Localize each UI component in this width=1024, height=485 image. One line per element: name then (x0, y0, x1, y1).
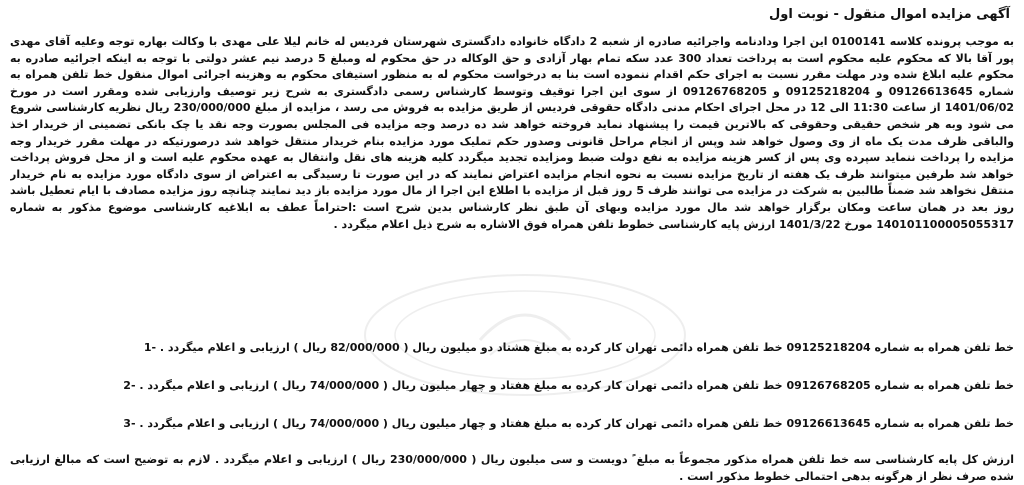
phone-line-item-3: خط تلفن همراه به شماره 09126613645 خط تلفن همراه دائمی تهران کار کرده به مبلغ هفتاد و چهار میلیون ریال ( 74/000/000 ریال ) ارزیابی و اعلام میگردد . -3 (123, 417, 1014, 430)
notice-title: آگهی مزایده اموال منقول - نوبت اول (769, 7, 1010, 22)
notice-summary: ارزش کل پایه کارشناسی سه خط تلفن همراه مذکور مجموعاً به مبلغ ً دویست و سی میلیون ریال ( 230/000/000 ریال ) ارزیابی و اعلام میگردد . لازم به توضیح است که مبالغ ارزیابی شده صرف نظر از هرگونه بدهی احتمالی خطوط مذکور است . (10, 453, 1014, 483)
notice-body: به موجب پرونده کلاسه 0100141 این اجرا ودادنامه واجرائیه صادره از شعبه 2 دادگاه خانواده دادگستری شهرستان فردیس له خانم لیلا علی مهدی با وکالت بهاره توجه وعلیه آقای مهدی پور آقا بالا که محکوم علیه محکوم است به پرداخت تعداد 300 عدد سکه تمام بهار آزادی و حق الوکاله در حق محکوم له ومبلغ 5 درصد نیم عشر دولتی با توجه به اینکه اجرائیه صادره به محکوم علیه ابلاغ شده ودر مهلت مقرر نسبت به اجرای حکم اقدام ننموده است بنا به درخواست محکوم له به منظور استیفای محکوم به وهزینه اجرائی اموال منقول خط تلفن همراه به شماره 09126613645 و 09125218204 و 09126768205 از سوی این اجرا توقیف وتوسط کارشناس رسمی دادگستری به شرح زیر توصیف وارزیابی شده ومقرر است در مورخ 1401/06/02 از ساعت 11:30 الی 12 در محل اجرای احکام مدنی دادگاه حقوقی فردیس از طریق مزایده به فروش می رسد ، مزایده از مبلغ 230/000/000 ریال نظریه کارشناسی شروع می شود وبه هر شخص حقیقی وحقوقی که بالاترین قیمت را پیشنهاد نماید فروخته خواهد شد ده درصد وجه مزایده فی المجلس بصورت وجه نقد یا چک بانکی تضمینی از خریدار اخذ والباقی ظرف مدت یک ماه از وی وصول خواهد شد وپس از انجام مراحل قانونی وصدور حکم تملیک مورد مزایده بنام خریدار منتقل خواهد شد درصورتیکه در مهلت مقرر خریدار وجه مزایده را پرداخت ننماید سپرده وی پس از کسر هزینه مزایده به نفع دولت ضبط ومزایده تجدید میگردد کلیه هزینه های نقل وانتقال به عهده محکوم علیه است و از محل فروش پرداخت خواهد شد طرفین میتوانند ظرف یک هفته از تاریخ مزایده نسبت به نحوه انجام مزایده اعتراض نمایند که در این صورت تا رسیدگی به اعتراض از سوی دادگاه مورد مزایده به نام خریدار منتقل نخواهد شد ضمناً طالبین به شرکت در مزایده می توانند ظرف 5 روز قبل از مزایده با اطلاع این اجرا از مال مورد مزایده باز دید نمایند چنانچه روز مزایده مصادف با ایام تعطیل باشد روز بعد در همان ساعت ومکان برگزار خواهد شد مال مورد مزایده وبهای آن طبق نظر کارشناس بدین شرح است :احتراماً عطف به ابلاغیه کارشناسی موضوع مذکور به شماره 140101100005055317 مورخ 1401/3/22 ارزش پایه کارشناسی خطوط تلفن همراه فوق الاشاره به شرح ذیل اعلام میگردد . (10, 35, 1014, 231)
phone-line-list (10, 340, 1014, 432)
phone-line-item-2: خط تلفن همراه به شماره 09126768205 خط تلفن همراه دائمی تهران کار کرده به مبلغ هفتاد و چهار میلیون ریال ( 74/000/000 ریال ) ارزیابی و اعلام میگردد . -2 (123, 379, 1014, 392)
phone-line-item-1: خط تلفن همراه به شماره 09125218204 خط تلفن همراه دائمی تهران کار کرده به مبلغ هشتاد دو میلیون ریال ( 82/000/000 ریال ) ارزیابی و اعلام میگردد . -1 (143, 341, 1014, 354)
